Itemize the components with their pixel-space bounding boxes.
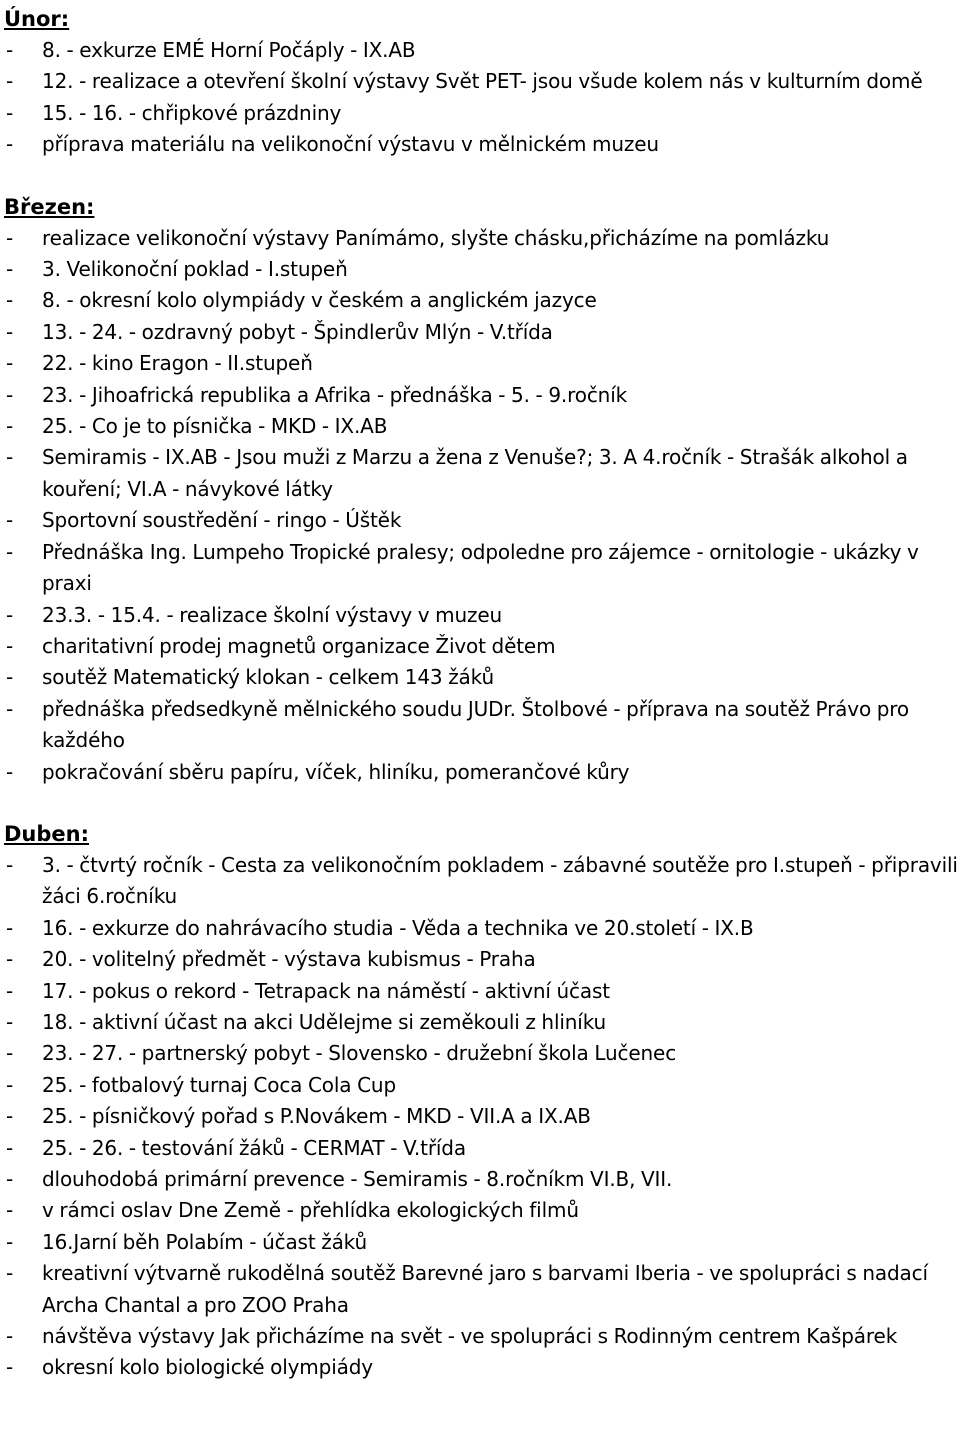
list-item: - charitativní prodej magnetů organizace Život dětem bbox=[4, 631, 960, 662]
list-item: - dlouhodobá primární prevence - Semiramis - 8.ročníkm VI.B, VII. bbox=[4, 1164, 960, 1195]
list-item: - 23.3. - 15.4. - realizace školní výstavy v muzeu bbox=[4, 600, 960, 631]
list-item: - pokračování sběru papíru, víček, hliníku, pomerančové kůry bbox=[4, 757, 960, 788]
list-item: - 16.Jarní běh Polabím - účast žáků bbox=[4, 1227, 960, 1258]
list-item: - přednáška předsedkyně mělnického soudu JUDr. Štolbové - příprava na soutěž Právo pro každého bbox=[4, 694, 960, 757]
list-item: - v rámci oslav Dne Země - přehlídka ekologických filmů bbox=[4, 1195, 960, 1226]
list-item: - 25. - Co je to písnička - MKD - IX.AB bbox=[4, 411, 960, 442]
list-item: - 18. - aktivní účast na akci Udělejme si zeměkouli z hliníku bbox=[4, 1007, 960, 1038]
list-item: - Sportovní soustředění - ringo - Úštěk bbox=[4, 505, 960, 536]
list-item: - realizace velikonoční výstavy Panímámo, slyšte chásku,přicházíme na pomlázku bbox=[4, 223, 960, 254]
list-item: - Semiramis - IX.AB - Jsou muži z Marzu a žena z Venuše?; 3. A 4.ročník - Strašák alkohol a kouření; VI.A - návykové látky bbox=[4, 442, 960, 505]
event-list bbox=[4, 850, 960, 1384]
list-item: - 23. - Jihoafrická republika a Afrika - přednáška - 5. - 9.ročník bbox=[4, 380, 960, 411]
list-item: - 17. - pokus o rekord - Tetrapack na náměstí - aktivní účast bbox=[4, 976, 960, 1007]
section-heading: Únor: bbox=[4, 7, 70, 31]
list-item: - 12. - realizace a otevření školní výstavy Svět PET- jsou všude kolem nás v kulturním domě bbox=[4, 66, 960, 97]
list-item: - 3. Velikonoční poklad - I.stupeň bbox=[4, 254, 960, 285]
list-item: - 13. - 24. - ozdravný pobyt - Špindlerův Mlýn - V.třída bbox=[4, 317, 960, 348]
section-duben bbox=[4, 819, 960, 1384]
event-list bbox=[4, 223, 960, 788]
list-item: - okresní kolo biologické olympiády bbox=[4, 1352, 960, 1383]
section-heading: Duben: bbox=[4, 821, 90, 846]
list-item: - 25. - 26. - testování žáků - CERMAT - V.třída bbox=[4, 1133, 960, 1164]
section-unor bbox=[4, 4, 960, 161]
list-item: - návštěva výstavy Jak přicházíme na svět - ve spolupráci s Rodinným centrem Kašpárek bbox=[4, 1321, 960, 1352]
list-item: - Přednáška Ing. Lumpeho Tropické pralesy; odpoledne pro zájemce - ornitologie - ukázky v praxi bbox=[4, 537, 960, 600]
list-item: - 3. - čtvrtý ročník - Cesta za velikonočním pokladem - zábavné soutěže pro I.stupeň - připravili žáci 6.ročníku bbox=[4, 850, 960, 913]
list-item: - 25. - písničkový pořad s P.Novákem - MKD - VII.A a IX.AB bbox=[4, 1101, 960, 1132]
list-item: - 16. - exkurze do nahrávacího studia - Věda a technika ve 20.století - IX.B bbox=[4, 913, 960, 944]
list-item: - 15. - 16. - chřipkové prázdniny bbox=[4, 98, 960, 129]
list-item: - 25. - fotbalový turnaj Coca Cola Cup bbox=[4, 1070, 960, 1101]
list-item: - 23. - 27. - partnerský pobyt - Slovensko - družební škola Lučenec bbox=[4, 1038, 960, 1069]
list-item: - kreativní výtvarně rukodělná soutěž Barevné jaro s barvami Iberia - ve spolupráci s nadací Archa Chantal a pro ZOO Praha bbox=[4, 1258, 960, 1321]
section-heading: Březen: bbox=[4, 194, 95, 219]
list-item: - soutěž Matematický klokan - celkem 143 žáků bbox=[4, 662, 960, 693]
section-brezen bbox=[4, 192, 960, 788]
list-item: - 22. - kino Eragon - II.stupeň bbox=[4, 348, 960, 379]
list-item: - 20. - volitelný předmět - výstava kubismus - Praha bbox=[4, 944, 960, 975]
event-list bbox=[4, 35, 960, 161]
list-item: - 8. - okresní kolo olympiády v českém a anglickém jazyce bbox=[4, 285, 960, 316]
list-item: - přípravа materiálu na velikonoční výstavu v mělnickém muzeu bbox=[4, 129, 960, 160]
list-item: - 8. - exkurze EMÉ Horní Počáply - IX.AB bbox=[4, 35, 960, 66]
